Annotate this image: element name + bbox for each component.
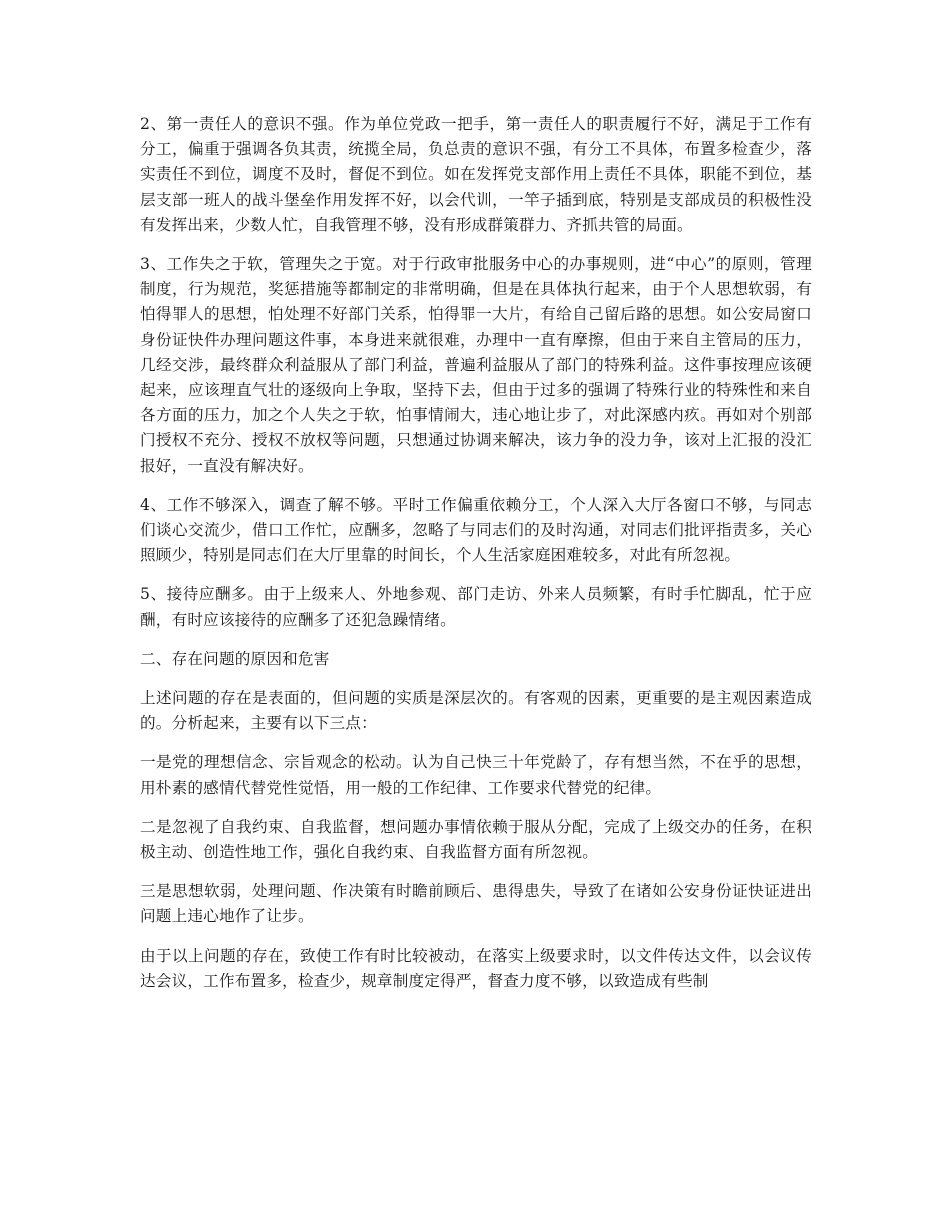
document-page — [140, 112, 812, 1008]
paragraph-cause-three: 三是思想软弱，处理问题、作决策有时瞻前顾后、患得患失，导致了在诸如公安身份证快证进出问题上违心地作了让步。 — [140, 882, 812, 926]
paragraph-cause-two: 二是忽视了自我约束、自我监督，想问题办事情依赖于服从分配，完成了上级交办的任务，在积极主动、创造性地工作，强化自我约束、自我监督方面有所忽视。 — [140, 817, 812, 862]
paragraph-investigation: 4、工作不够深入，调查了解不够。平时工作偏重依赖分工，个人深入大厅各窗口不够，与同志们谈心交流少，借口工作忙，应酬多，忽略了与同志们的及时沟通，对同志们批评指责多，关心照顾少，特别是同志们在大厅里靠的时间长，个人生活家庭困难较多，对此有所忽视。 — [140, 495, 812, 565]
paragraph-consequences: 由于以上问题的存在，致使工作有时比较被动，在落实上级要求时，以文件传达文件，以会议传达会议，工作布置多，检查少，规章制度定得严，督查力度不够，以致造成有些制 — [140, 946, 812, 990]
paragraph-cause-one: 一是党的理想信念、宗旨观念的松动。认为自己快三十年党龄了，存有想当然，不在乎的思想，用朴素的感情代替党性觉悟，用一般的工作纪律、工作要求代替党的纪律。 — [140, 753, 812, 797]
paragraph-management: 3、工作失之于软，管理失之于宽。对于行政审批服务中心的办事规则，进“中心”的原则，管理制度，行为规范，奖惩措施等都制定的非常明确，但是在具体执行起来，由于个人思想软弱，有怕得罪人的思想，怕处理不好部门关系，怕得罪一大片，有给自己留后路的思想。如公安局窗口身份证快件办理问题这件事，本身进来就很难，办理中一直有摩擦，但由于来自主管局的压力，几经交涉，最终群众利益服从了部门利益，普遍利益服从了部门的特殊利益。这件事按理应该硬起来，应该理直气壮的逐级向上争取，坚持下去，但由于过多的强调了特殊行业的特殊性和来自各方面的压力，加之个人失之于软，怕事情闹大，违心地让步了，对此深感内疚。再如对个别部门授权不充分、授权不放权等问题，只想通过协调来解决，该力争的没力争，该对上汇报的没汇报好，一直没有解决好。 — [140, 255, 812, 475]
paragraph-reception: 5、接待应酬多。由于上级来人、外地参观、部门走访、外来人员频繁，有时手忙脚乱，忙于应酬，有时应该接待的应酬多了还犯急躁情绪。 — [140, 585, 812, 629]
section-heading: 二、存在问题的原因和危害 — [140, 649, 330, 668]
paragraph-responsibility: 2、第一责任人的意识不强。作为单位党政一把手，第一责任人的职责履行不好，满足于工作有分工，偏重于强调各负其责，统揽全局，负总责的意识不强，有分工不具体，布置多检查少，落实责任不到位，调度不及时，督促不到位。如在发挥党支部作用上责任不具体，职能不到位，基层支部一班人的战斗堡垒作用发挥不好，以会代训，一竿子插到底，特别是支部成员的积极性没有发挥出来，少数人忙，自我管理不够，没有形成群策群力、齐抓共管的局面。 — [140, 115, 812, 234]
paragraph-causes-intro: 上述问题的存在是表面的，但问题的实质是深层次的。有客观的因素，更重要的是主观因素造成的。分析起来，主要有以下三点： — [140, 689, 812, 733]
